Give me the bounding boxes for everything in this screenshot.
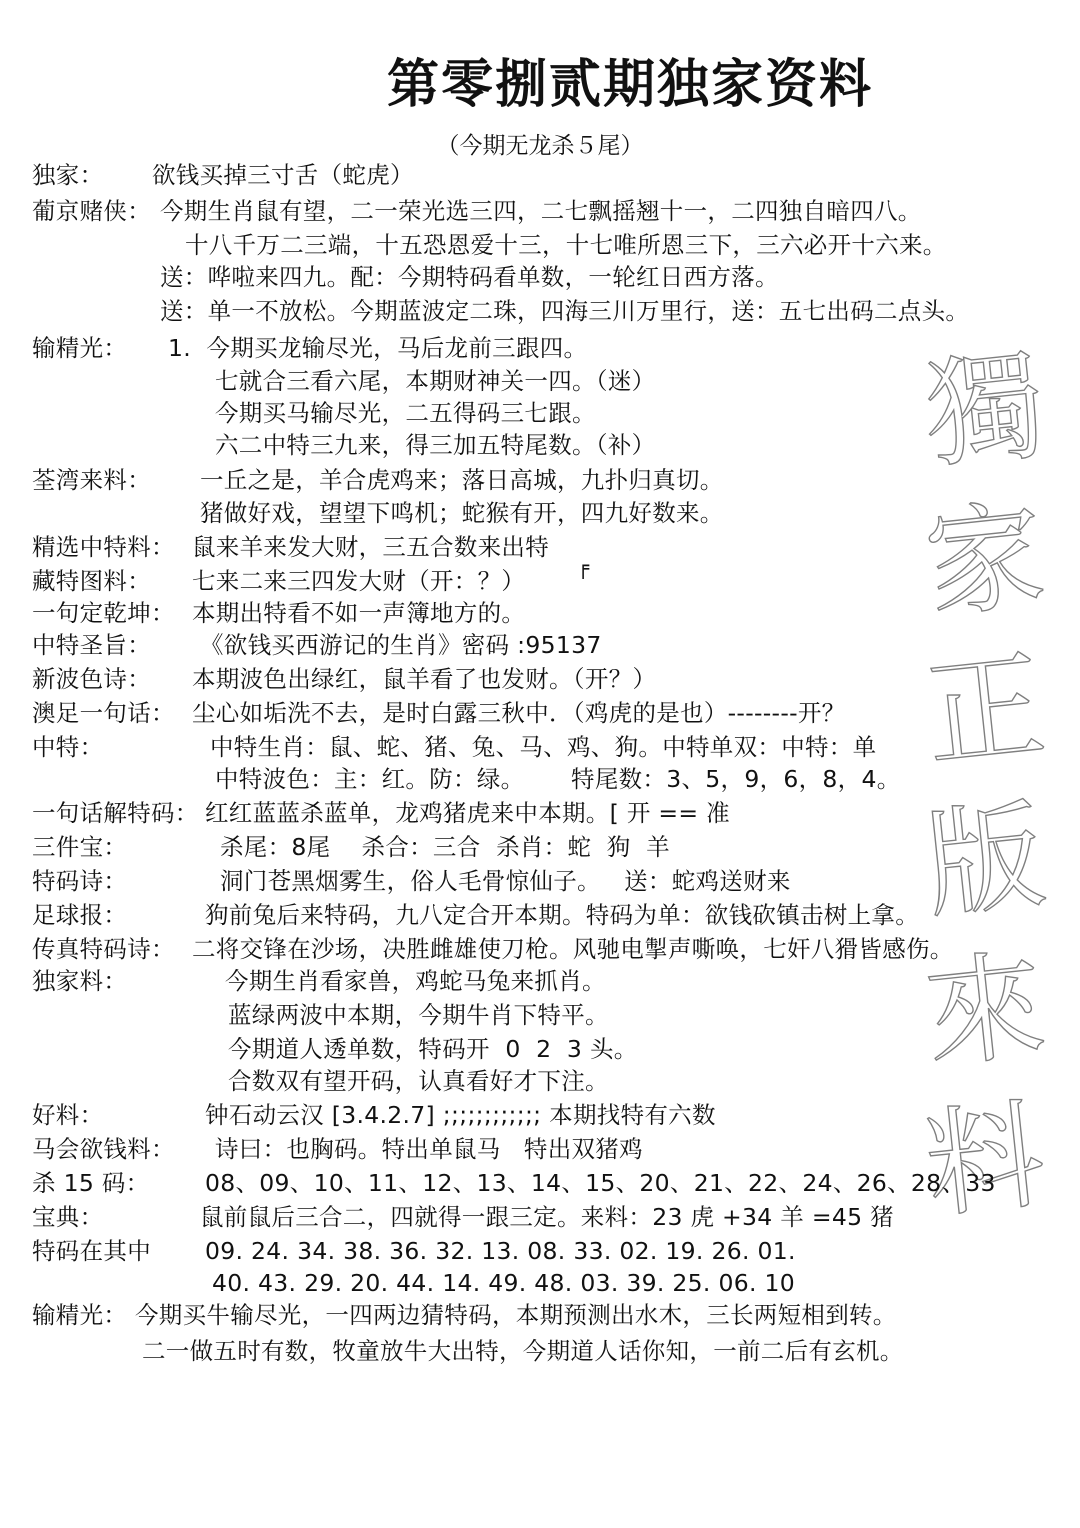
row-label: 好料： — [32, 1101, 104, 1129]
page-title: 第零捌贰期独家资料 — [386, 54, 873, 115]
watermark-char: 版 — [919, 785, 1051, 935]
row-text: 09. 24. 34. 38. 36. 32. 13. 08. 33. 02. 19. 26. 01. — [205, 1237, 796, 1265]
row-text: 鼠前鼠后三合二，四就得一跟三定。来料：23 虎 +34 羊 =45 猪 — [200, 1203, 894, 1231]
row-text: 1. 今期买龙输尽光，马后龙前三跟四。 — [168, 334, 588, 362]
row-label: 足球报： — [32, 901, 128, 929]
row-label: 一句定乾坤： — [32, 599, 175, 627]
row-label: 荃湾来料： — [32, 466, 151, 494]
row-label: 宝典： — [32, 1203, 104, 1231]
row-text: 洞门苍黑烟雾生，俗人毛骨惊仙子。 送：蛇鸡送财来 — [220, 867, 791, 895]
stray-mark: ╒ — [577, 555, 590, 579]
row-label: 中特： — [32, 733, 104, 761]
row-text: 送：单一不放松。今期蓝波定二珠，四海三川万里行，送：五七出码二点头。 — [160, 297, 970, 325]
row-text: 今期买牛输尽光，一四两边猜特码，本期预测出水木，三长两短相到转。 — [135, 1301, 897, 1329]
row-label: 葡京赌侠： — [32, 197, 151, 225]
row-text: 今期生肖看家兽，鸡蛇马兔来抓肖。 — [225, 967, 606, 995]
row-text: 40. 43. 29. 20. 44. 14. 49. 48. 03. 39. 25. 06. 10 — [212, 1269, 796, 1297]
row-text: 送：哗啦来四九。配：今期特码看单数，一轮红日西方落。 — [160, 263, 779, 291]
row-text: 蓝绿两波中本期，今期牛肖下特平。 — [228, 1001, 609, 1029]
row-text: 七就合三看六尾，本期财神关一四。（迷） — [215, 367, 656, 395]
row-label: 特码在其中 — [32, 1237, 151, 1265]
row-text: 今期道人透单数，特码开 0 2 3 头。 — [228, 1035, 638, 1063]
row-text: 钟石动云汉 [3.4.2.7] ;;;;;;;;;;;; 本期找特有六数 — [205, 1101, 716, 1129]
watermark-char: 料 — [919, 1085, 1051, 1235]
row-text: 猪做好戏，望望下鸣机；蛇猴有开，四九好数来。 — [200, 499, 724, 527]
row-label: 一句话解特码： — [32, 799, 199, 827]
row-text: 合数双有望开码，认真看好才下注。 — [228, 1067, 609, 1095]
watermark-char: 家 — [919, 485, 1051, 635]
row-label: 输精光： — [32, 334, 128, 362]
row-text: 本期波色出绿红，鼠羊看了也发财。（开？） — [192, 665, 657, 693]
row-text: 杀尾：8尾 杀合：三合 杀肖：蛇 狗 羊 — [220, 833, 670, 861]
row-text: 十八千万二三端，十五恐恩爱十三，十七唯所恩三下，三六必开十六来。 — [185, 231, 947, 259]
row-text: 狗前兔后来特码，九八定合开本期。特码为单：欲钱砍镇击树上拿。 — [205, 901, 919, 929]
row-label: 三件宝： — [32, 833, 128, 861]
page-subtitle: （今期无龙杀５尾） — [436, 133, 644, 159]
row-text: 红红蓝蓝杀蓝单，龙鸡猪虎来中本期。[ 开 == 准 — [205, 799, 730, 827]
row-text: 鼠来羊来发大财，三五合数来出特 — [192, 533, 549, 561]
row-label: 独家： — [32, 161, 104, 189]
row-text: 七来二来三四发大财（开：？） — [192, 567, 526, 595]
row-label: 新波色诗： — [32, 665, 151, 693]
row-label: 马会欲钱料： — [32, 1135, 175, 1163]
row-text: 二一做五时有数，牧童放牛大出特，今期道人话你知，一前二后有玄机。 — [142, 1337, 904, 1365]
row-text: 今期生肖鼠有望，二一荣光选三四，二七飘摇翘十一，二四独自暗四八。 — [160, 197, 922, 225]
row-text: 欲钱买掉三寸舌（蛇虎） — [152, 161, 414, 189]
row-text: 六二中特三九来，得三加五特尾数。（补） — [215, 431, 656, 459]
row-label: 传真特码诗： — [32, 935, 175, 963]
row-label: 特码诗： — [32, 867, 128, 895]
watermark-stamp — [910, 335, 1060, 1235]
row-text: 本期出特看不如一声簿地方的。 — [192, 599, 526, 627]
row-text: 08、09、10、11、12、13、14、15、20、21、22、24、26、28、33 — [205, 1169, 996, 1197]
row-label: 藏特图料： — [32, 567, 151, 595]
row-text: 《欲钱买西游记的生肖》密码 :95137 — [200, 631, 602, 659]
row-text: 今期买马输尽光，二五得码三七跟。 — [215, 399, 596, 427]
row-label: 输精光： — [32, 1301, 128, 1329]
row-label: 独家料： — [32, 967, 128, 995]
row-text: 二将交锋在沙场，决胜雌雄使刀枪。风驰电掣声嘶唤，七奸八猾皆感伤。 — [192, 935, 954, 963]
row-label: 精选中特料： — [32, 533, 175, 561]
row-label: 杀 15 码： — [32, 1169, 150, 1197]
row-label: 澳足一句话： — [32, 699, 175, 727]
row-text: 中特波色：主：红。防：绿。 特尾数：3、5，9，6，8，4。 — [215, 765, 901, 793]
row-text: 一丘之是，羊合虎鸡来；落日高城，九扑归真切。 — [200, 466, 724, 494]
watermark-char: 正 — [919, 635, 1051, 785]
row-label: 中特圣旨： — [32, 631, 151, 659]
row-text: 尘心如垢洗不去，是时白露三秋中．（鸡虎的是也）--------开？ — [192, 699, 846, 727]
watermark-char: 獨 — [919, 335, 1051, 485]
row-text: 中特生肖：鼠、蛇、猪、兔、马、鸡、狗。中特单双：中特：单 — [210, 733, 877, 761]
watermark-char: 來 — [919, 935, 1051, 1085]
row-text: 诗曰：也胸码。特出单鼠马 特出双猪鸡 — [215, 1135, 643, 1163]
